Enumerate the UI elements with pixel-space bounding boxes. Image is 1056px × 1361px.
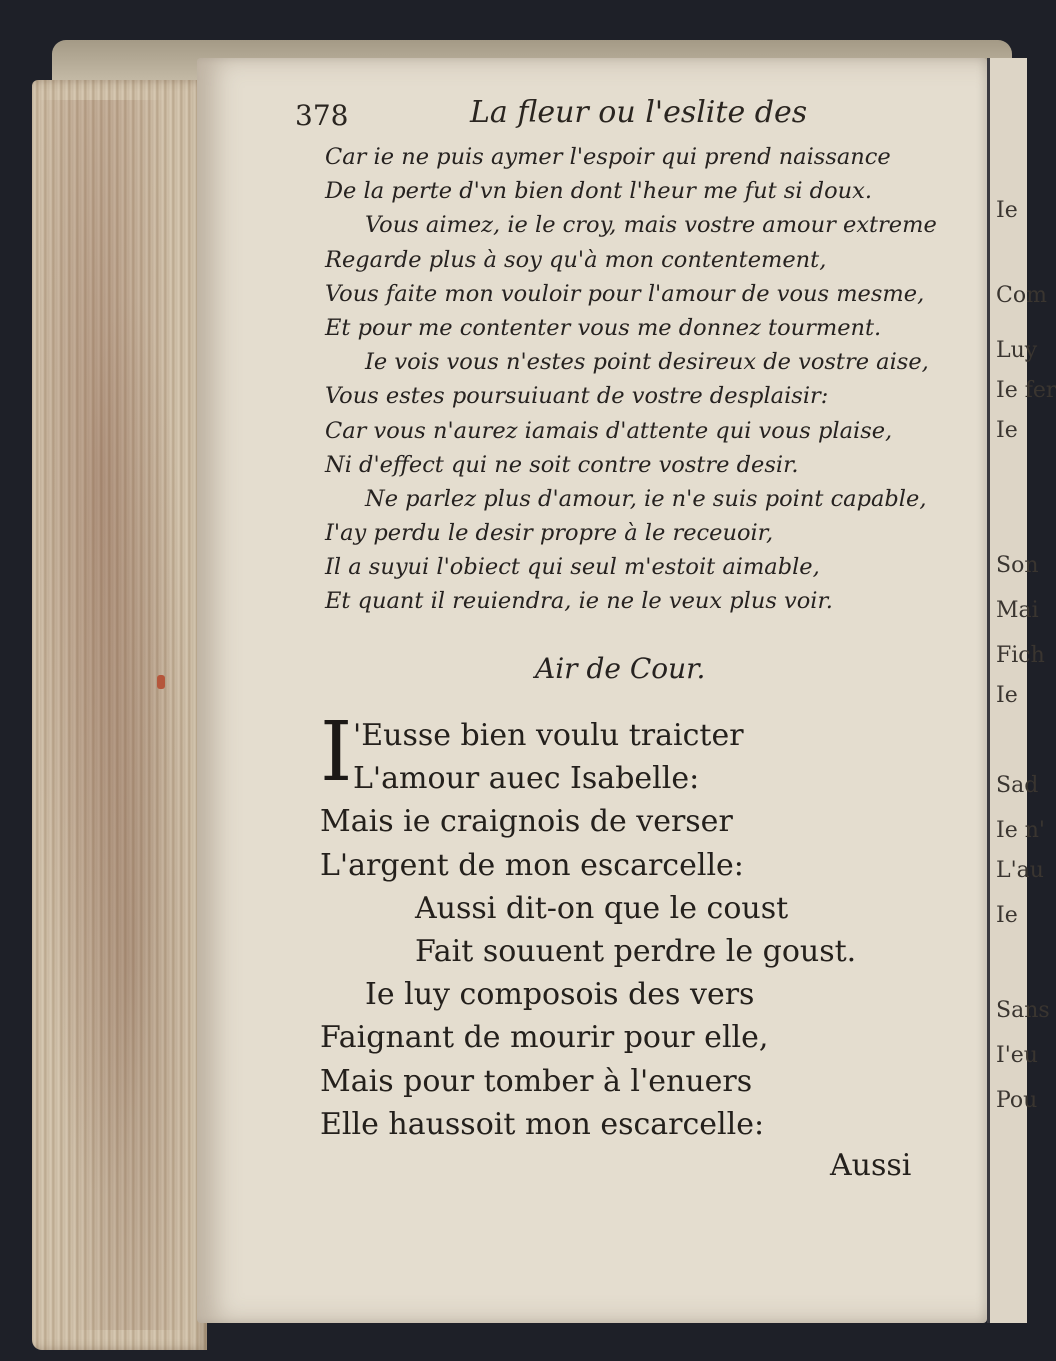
- page-block-edge: [32, 80, 207, 1350]
- verse-line: Vous estes poursuiuant de vostre desplaisir:: [325, 383, 829, 410]
- facing-page-fragment: Mai: [996, 598, 1039, 623]
- verse-line: Et quant il reuiendra, ie ne le veux plus voir.: [325, 588, 833, 615]
- verse-line: I'ay perdu le desir propre à le receuoir,: [325, 520, 774, 547]
- poem-line: Mais ie craignois de verser: [320, 804, 733, 840]
- facing-page-fragment: Ie fer: [996, 378, 1056, 403]
- poem-line: 'Eusse bien voulu traicter: [353, 718, 744, 753]
- page-header: [295, 95, 808, 135]
- verse-line: Il a suyui l'obiect qui seul m'estoit aimable,: [325, 554, 820, 581]
- facing-page-fragment: Ie: [996, 198, 1018, 223]
- poem-line: L'amour auec Isabelle:: [353, 761, 700, 797]
- poem-line: Elle haussoit mon escarcelle:: [320, 1106, 765, 1142]
- facing-page-fragment: Sad: [996, 773, 1039, 798]
- verse-line: Ne parlez plus d'amour, ie n'e suis point capable,: [365, 485, 927, 512]
- verse-line: Car ie ne puis aymer l'espoir qui prend naissance: [325, 144, 891, 170]
- poem-line: Aussi dit-on que le coust: [415, 890, 789, 926]
- facing-page-fragment: L'au: [996, 858, 1044, 883]
- italic-verse-block: [325, 140, 955, 619]
- running-title: La fleur ou l'eslite des: [470, 95, 808, 130]
- facing-page-edge: [987, 58, 1056, 1323]
- verse-line: Vous aimez, ie le croy, mais vostre amour extreme: [365, 212, 937, 239]
- red-stain-mark: [157, 675, 165, 689]
- verse-line: Vous faite mon vouloir pour l'amour de vous mesme,: [325, 280, 925, 307]
- facing-page-fragment: Son: [996, 553, 1039, 578]
- verse-line: Car vous n'aurez iamais d'attente qui vous plaise,: [325, 417, 893, 444]
- facing-page-fragment: Com: [996, 283, 1047, 308]
- verse-line: Ni d'effect qui ne soit contre vostre desir.: [325, 451, 799, 478]
- air-de-cour-poem: [320, 705, 940, 1146]
- facing-page-fragment: Ie: [996, 418, 1018, 443]
- facing-page-fragment: Pou: [996, 1088, 1038, 1113]
- facing-page-fragment: Fich: [996, 643, 1045, 668]
- facing-page-fragment: Luy: [996, 338, 1038, 363]
- verse-line: Et pour me contenter vous me donnez tourment.: [325, 314, 882, 341]
- facing-page-fragment: Ie: [996, 683, 1018, 708]
- poem-line: L'argent de mon escarcelle:: [320, 847, 744, 883]
- verse-line: De la perte d'vn bien dont l'heur me fut si doux.: [325, 178, 872, 205]
- verse-line: Ie vois vous n'estes point desireux de vostre aise,: [365, 349, 929, 376]
- poem-line: Ie luy composois des vers: [365, 977, 755, 1013]
- facing-page-fragment: Sans: [996, 998, 1050, 1023]
- facing-page-fragment: Ie n': [996, 818, 1045, 843]
- page-number: 378: [295, 99, 349, 132]
- drop-cap: I: [320, 705, 353, 800]
- poem-line: Fait souuent perdre le goust.: [415, 933, 857, 969]
- facing-page-fragment: I'eu: [996, 1043, 1038, 1068]
- poem-line: Mais pour tomber à l'enuers: [320, 1063, 753, 1099]
- verse-line: Regarde plus à soy qu'à mon contentement,: [325, 246, 827, 273]
- section-heading: Air de Cour.: [535, 652, 706, 685]
- catchword: Aussi: [830, 1148, 912, 1183]
- facing-page-fragment: Ie: [996, 903, 1018, 928]
- poem-line: Faignant de mourir pour elle,: [320, 1020, 769, 1056]
